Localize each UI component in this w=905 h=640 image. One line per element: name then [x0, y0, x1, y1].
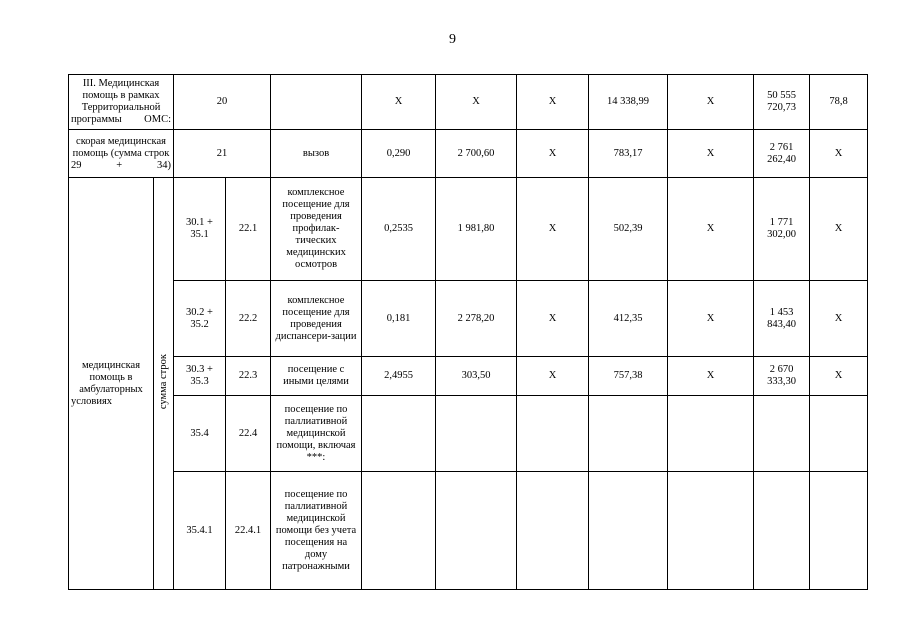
- line-number: 22.4: [226, 396, 271, 472]
- value-cell: 303,50: [436, 357, 517, 396]
- line-number: 22.2: [226, 281, 271, 357]
- value-cell: 412,35: [589, 281, 668, 357]
- sum-label-cell: [154, 178, 174, 590]
- group-label: медицинская помощь в амбулаторных условиях: [69, 178, 154, 590]
- value-cell: 757,38: [589, 357, 668, 396]
- value-cell: X: [517, 130, 589, 178]
- value-cell: [362, 396, 436, 472]
- sum-label: сумма строк: [157, 353, 169, 410]
- value-cell: 2 761 262,40: [754, 130, 810, 178]
- value-cell: 14 338,99: [589, 75, 668, 130]
- value-cell: X: [436, 75, 517, 130]
- value-cell: X: [668, 281, 754, 357]
- unit-cell: комплексное посещение для проведения диспансери-зации: [271, 281, 362, 357]
- value-cell: [810, 472, 868, 590]
- value-cell: [362, 472, 436, 590]
- value-cell: 2 700,60: [436, 130, 517, 178]
- value-cell: 1 453 843,40: [754, 281, 810, 357]
- value-cell: X: [517, 75, 589, 130]
- value-cell: X: [517, 357, 589, 396]
- value-cell: X: [362, 75, 436, 130]
- unit-cell: посещение по паллиативной медицинской помощи без учета посещения на дому патронажными: [271, 472, 362, 590]
- value-cell: X: [668, 130, 754, 178]
- value-cell: X: [668, 178, 754, 281]
- unit-cell: посещение с иными целями: [271, 357, 362, 396]
- line-number: 20: [174, 75, 271, 130]
- line-number: 22.4.1: [226, 472, 271, 590]
- value-cell: X: [810, 130, 868, 178]
- table-row-22-4-1: [69, 472, 868, 590]
- table-row-21: [69, 130, 868, 178]
- unit-cell: вызов: [271, 130, 362, 178]
- unit-cell: комплексное посещение для проведения профилак-тических медицинских осмотров: [271, 178, 362, 281]
- financing-table: [68, 74, 868, 590]
- line-number: 21: [174, 130, 271, 178]
- value-cell: [589, 472, 668, 590]
- ref-cell: 35.4.1: [174, 472, 226, 590]
- value-cell: [668, 472, 754, 590]
- ref-cell: 35.4: [174, 396, 226, 472]
- line-number: 22.3: [226, 357, 271, 396]
- table-row-22-2: [69, 281, 868, 357]
- value-cell: X: [810, 178, 868, 281]
- ref-cell: 30.2 + 35.2: [174, 281, 226, 357]
- value-cell: 1 771 302,00: [754, 178, 810, 281]
- value-cell: X: [668, 357, 754, 396]
- value-cell: 2,4955: [362, 357, 436, 396]
- value-cell: X: [810, 357, 868, 396]
- value-cell: X: [668, 75, 754, 130]
- row-name: скорая медицинская помощь (сумма строк 29 + 34): [69, 130, 174, 178]
- value-cell: [436, 472, 517, 590]
- value-cell: X: [810, 281, 868, 357]
- value-cell: [589, 396, 668, 472]
- value-cell: [517, 472, 589, 590]
- value-cell: 0,2535: [362, 178, 436, 281]
- value-cell: 2 278,20: [436, 281, 517, 357]
- ref-cell: 30.1 + 35.1: [174, 178, 226, 281]
- unit-cell: посещение по паллиативной медицинской помощи, включая ***:: [271, 396, 362, 472]
- table-row-20: [69, 75, 868, 130]
- value-cell: [810, 396, 868, 472]
- value-cell: X: [517, 178, 589, 281]
- unit-cell: [271, 75, 362, 130]
- value-cell: [517, 396, 589, 472]
- value-cell: X: [517, 281, 589, 357]
- value-cell: [436, 396, 517, 472]
- value-cell: 0,290: [362, 130, 436, 178]
- value-cell: [754, 472, 810, 590]
- row-name: III. Медицинская помощь в рамках Территориальной программы ОМС:: [69, 75, 174, 130]
- value-cell: 502,39: [589, 178, 668, 281]
- value-cell: 783,17: [589, 130, 668, 178]
- page-number: 9: [449, 32, 456, 47]
- table-row-22-1: [69, 178, 868, 281]
- value-cell: 78,8: [810, 75, 868, 130]
- value-cell: [668, 396, 754, 472]
- value-cell: 0,181: [362, 281, 436, 357]
- table-row-22-3: [69, 357, 868, 396]
- table-row-22-4: [69, 396, 868, 472]
- ref-cell: 30.3 + 35.3: [174, 357, 226, 396]
- value-cell: 50 555 720,73: [754, 75, 810, 130]
- value-cell: 1 981,80: [436, 178, 517, 281]
- line-number: 22.1: [226, 178, 271, 281]
- value-cell: 2 670 333,30: [754, 357, 810, 396]
- value-cell: [754, 396, 810, 472]
